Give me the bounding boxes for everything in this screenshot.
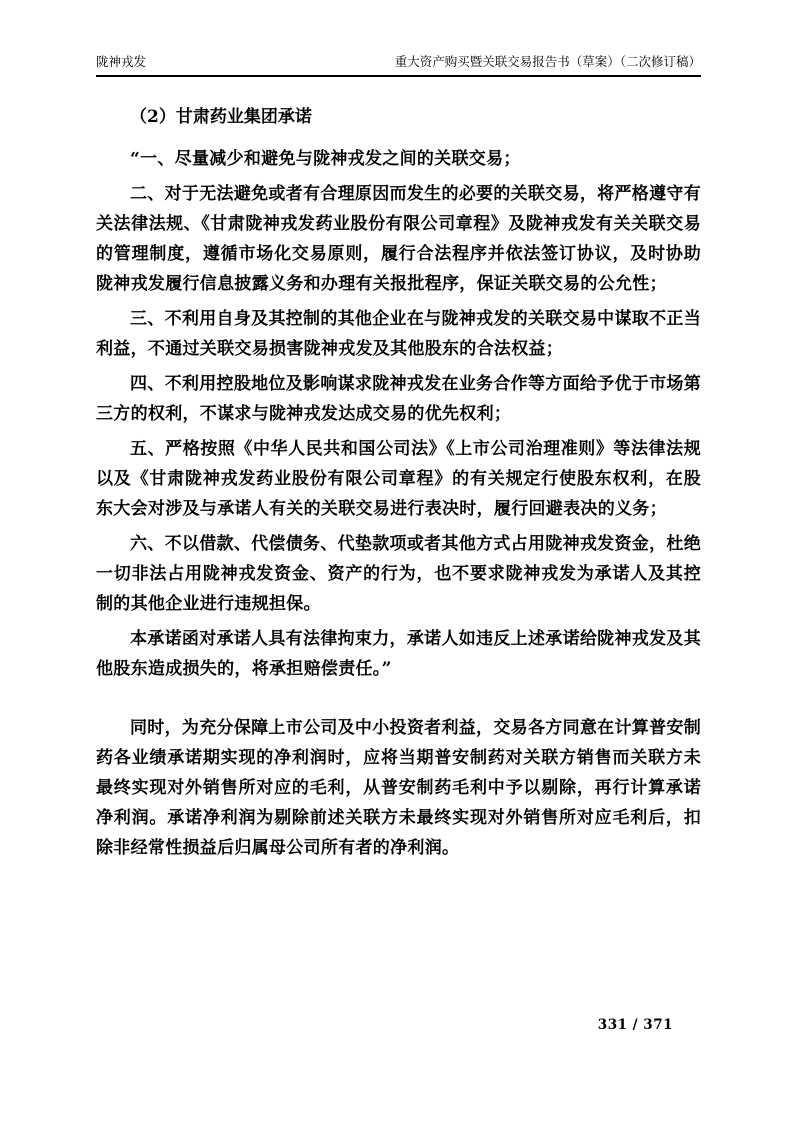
- document-content: [96, 102, 701, 863]
- page-header: [96, 54, 701, 77]
- section-heading: （2）甘肃药业集团承诺: [130, 106, 312, 127]
- commitment-paragraph-3: 三、不利用自身及其控制的其他企业在与陇神戎发的关联交易中谋取不正当利益，不通过关联交易损害陇神戎发及其他股东的合法权益；: [96, 308, 701, 359]
- commitment-paragraph-6: 六、不以借款、代偿债务、代垫款项或者其他方式占用陇神戎发资金，杜绝一切非法占用陇神戎发资金、资产的行为，也不要求陇神戎发为承诺人及其控制的其他企业进行违规担保。: [96, 533, 701, 614]
- commitment-paragraph-4: 四、不利用控股地位及影响谋求陇神戎发在业务合作等方面给予优于市场第三方的权利，不谋求与陇神戎发达成交易的优先权利；: [96, 373, 701, 424]
- page-number: 331 / 371: [597, 1017, 673, 1033]
- page-footer: [598, 1017, 673, 1033]
- commitment-paragraph-2: 二、对于无法避免或者有合理原因而发生的必要的关联交易，将严格遵守有关法律法规、《甘肃陇神戎发药业股份有限公司章程》及陇神戎发有关关联交易的管理制度，遵循市场化交易原则，履行合法程序并依法签订协议，及时协助陇神戎发履行信息披露义务和办理有关报批程序，保证关联交易的公允性；: [96, 183, 701, 294]
- commitment-paragraph-5: 五、严格按照《中华人民共和国公司法》《上市公司治理准则》等法律法规以及《甘肃陇神戎发药业股份有限公司章程》的有关规定行使股东权利，在股东大会对涉及与承诺人有关的关联交易进行表决时，履行回避表决的义务；: [96, 438, 701, 519]
- commitment-paragraph-1: “一、尽量减少和避免与陇神戎发之间的关联交易；: [130, 148, 521, 169]
- closing-paragraph: 同时，为充分保障上市公司及中小投资者利益，交易各方同意在计算普安制药各业绩承诺期实现的净利润时，应将当期普安制药对关联方销售而关联方未最终实现对外销售所对应的毛利，从普安制药毛利中予以剔除，再行计算承诺净利润。承诺净利润为剔除前述关联方未最终实现对外销售所对应毛利后，扣除非经常性损益后归属母公司所有者的净利润。: [96, 717, 701, 858]
- header-report-title: 重大资产购买暨关联交易报告书（草案）（二次修订稿）: [394, 54, 701, 69]
- header-company-name: 陇神戎发: [96, 54, 147, 69]
- commitment-paragraph-7: 本承诺函对承诺人具有法律拘束力，承诺人如违反上述承诺给陇神戎发及其他股东造成损失的，将承担赔偿责任。”: [96, 628, 701, 679]
